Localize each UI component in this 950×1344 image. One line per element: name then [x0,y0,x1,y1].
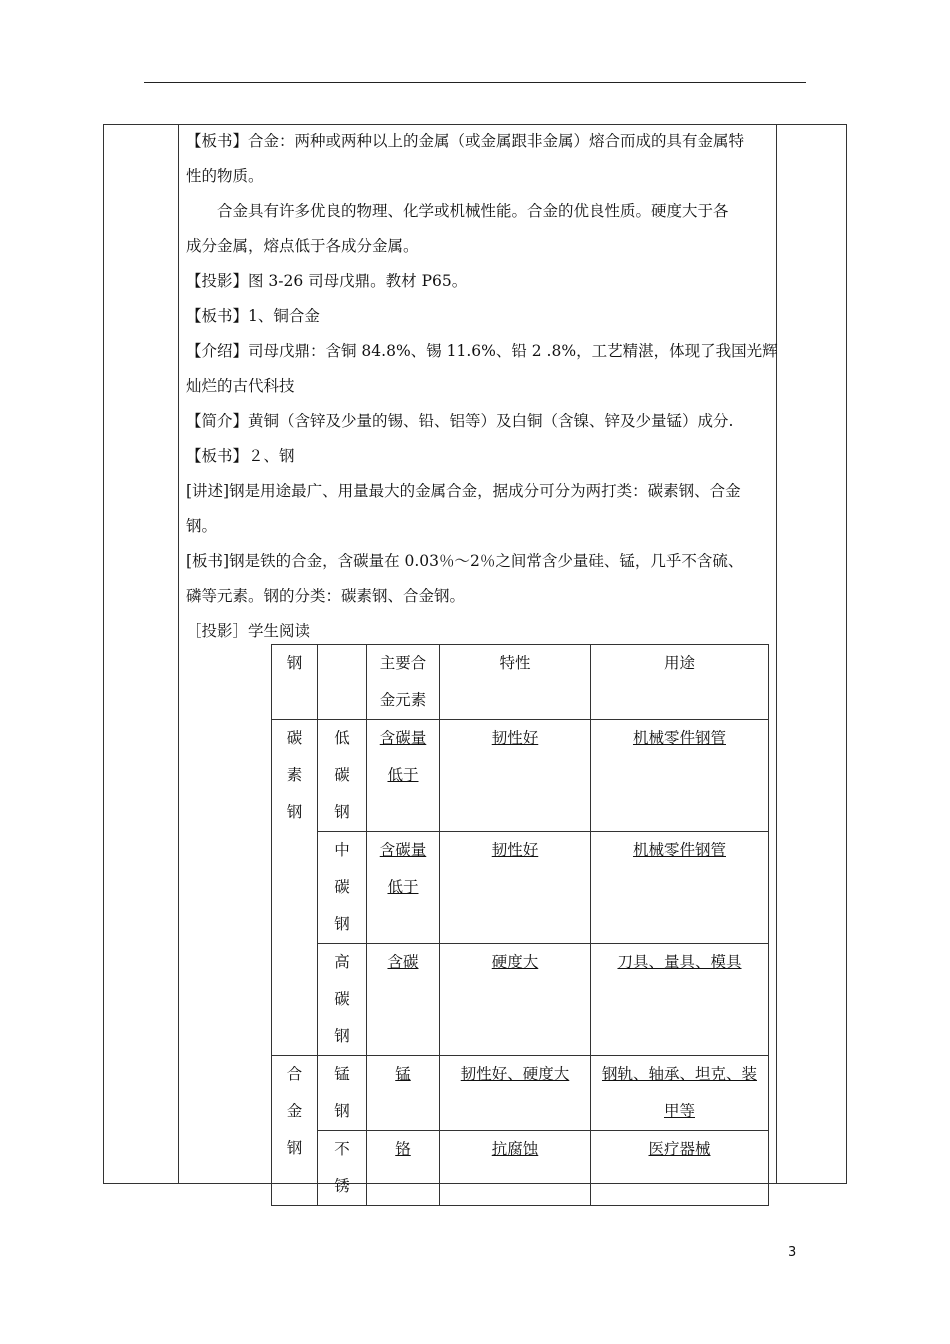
text-line: 【板书】1、铜合金 [186,307,320,325]
steel-name-cell [318,720,367,832]
header-cell [367,645,440,720]
element-cell [367,832,440,944]
text-line: 【板书】合金：两种或两种以上的金属（或金属跟非金属）熔合而成的具有金属特 [186,132,745,150]
text-line: 灿烂的古代科技 [186,377,295,395]
column-divider-left [178,125,179,1183]
group-label: 合金钢 [286,1065,303,1157]
steel-name: 低碳钢 [334,729,350,821]
header-rule [144,82,806,83]
group-label: 碳素钢 [286,729,303,821]
header-cell: 特性 [440,645,591,720]
group-cell [272,720,318,1056]
table-row [272,1056,769,1131]
header-cell-text: 主要合金元素 [379,654,427,709]
usage-cell: 医疗器械 [591,1131,769,1206]
text-line: [板书]钢是铁的合金，含碳量在 0.03％～2％之间常含少量硅、锰，几乎不含硫、 [186,552,744,570]
text-line: ［投影］学生阅读 [186,622,311,640]
usage-cell: 刀具、量具、模具 [591,944,769,1056]
element-cell [367,720,440,832]
steel-table [271,644,769,1206]
text-line: 【介绍】司母戊鼎：含铜 84.8%、锡 11.6%、铅 2 .8%，工艺精湛，体现了我国光辉 [186,342,778,360]
steel-name-cell [318,1056,367,1131]
text-line: 合金具有许多优良的物理、化学或机械性能。合金的优良性质。硬度大于各 [217,202,729,220]
text-line: 【简介】黄铜（含锌及少量的锡、铅、铝等）及白铜（含镍、锌及少量锰）成分. [186,412,734,430]
header-cell: 钢 [272,645,318,720]
usage-text: 钢轨、轴承、坦克、装甲等 [601,1065,757,1120]
property-cell: 韧性好 [440,720,591,832]
property-cell: 抗腐蚀 [440,1131,591,1206]
text-line: 成分金属，熔点低于各成分金属。 [186,237,419,255]
text-line: [讲述]钢是用途最广、用量最大的金属合金，据成分可分为两打类：碳素钢、合金 [186,482,741,500]
text-line: 钢。 [186,517,218,535]
steel-name: 不锈 [334,1140,350,1195]
header-cell: 用途 [591,645,769,720]
steel-name-cell [318,832,367,944]
element-text: 含碳量低于 [379,841,427,896]
page-number: 3 [788,1245,797,1260]
element-cell: 含碳 [367,944,440,1056]
steel-name-cell [318,944,367,1056]
property-cell: 韧性好 [440,832,591,944]
text-line: 【投影】图 3-26 司母戊鼎。教材 P65。 [186,272,468,290]
element-cell: 铬 [367,1131,440,1206]
steel-name: 中碳钢 [334,841,350,933]
table-row [272,832,769,944]
group-cell [272,1056,318,1206]
header-cell [318,645,367,720]
element-cell: 锰 [367,1056,440,1131]
property-cell: 韧性好、硬度大 [440,1056,591,1131]
usage-cell: 机械零件钢管 [591,832,769,944]
steel-name: 高碳钢 [334,953,350,1045]
usage-cell: 机械零件钢管 [591,720,769,832]
column-divider-right [776,125,777,1183]
element-text: 含碳量低于 [379,729,427,784]
steel-name: 锰钢 [334,1065,350,1120]
table-row [272,720,769,832]
text-line: 磷等元素。钢的分类：碳素钢、合金钢。 [186,587,466,605]
property-cell: 硬度大 [440,944,591,1056]
text-line: 【板书】２、钢 [186,447,295,465]
table-header-row [272,645,769,720]
text-line: 性的物质。 [186,167,264,185]
usage-cell [591,1056,769,1131]
table-row [272,1131,769,1206]
table-row [272,944,769,1056]
steel-name-cell [318,1131,367,1206]
lesson-content [186,124,778,649]
